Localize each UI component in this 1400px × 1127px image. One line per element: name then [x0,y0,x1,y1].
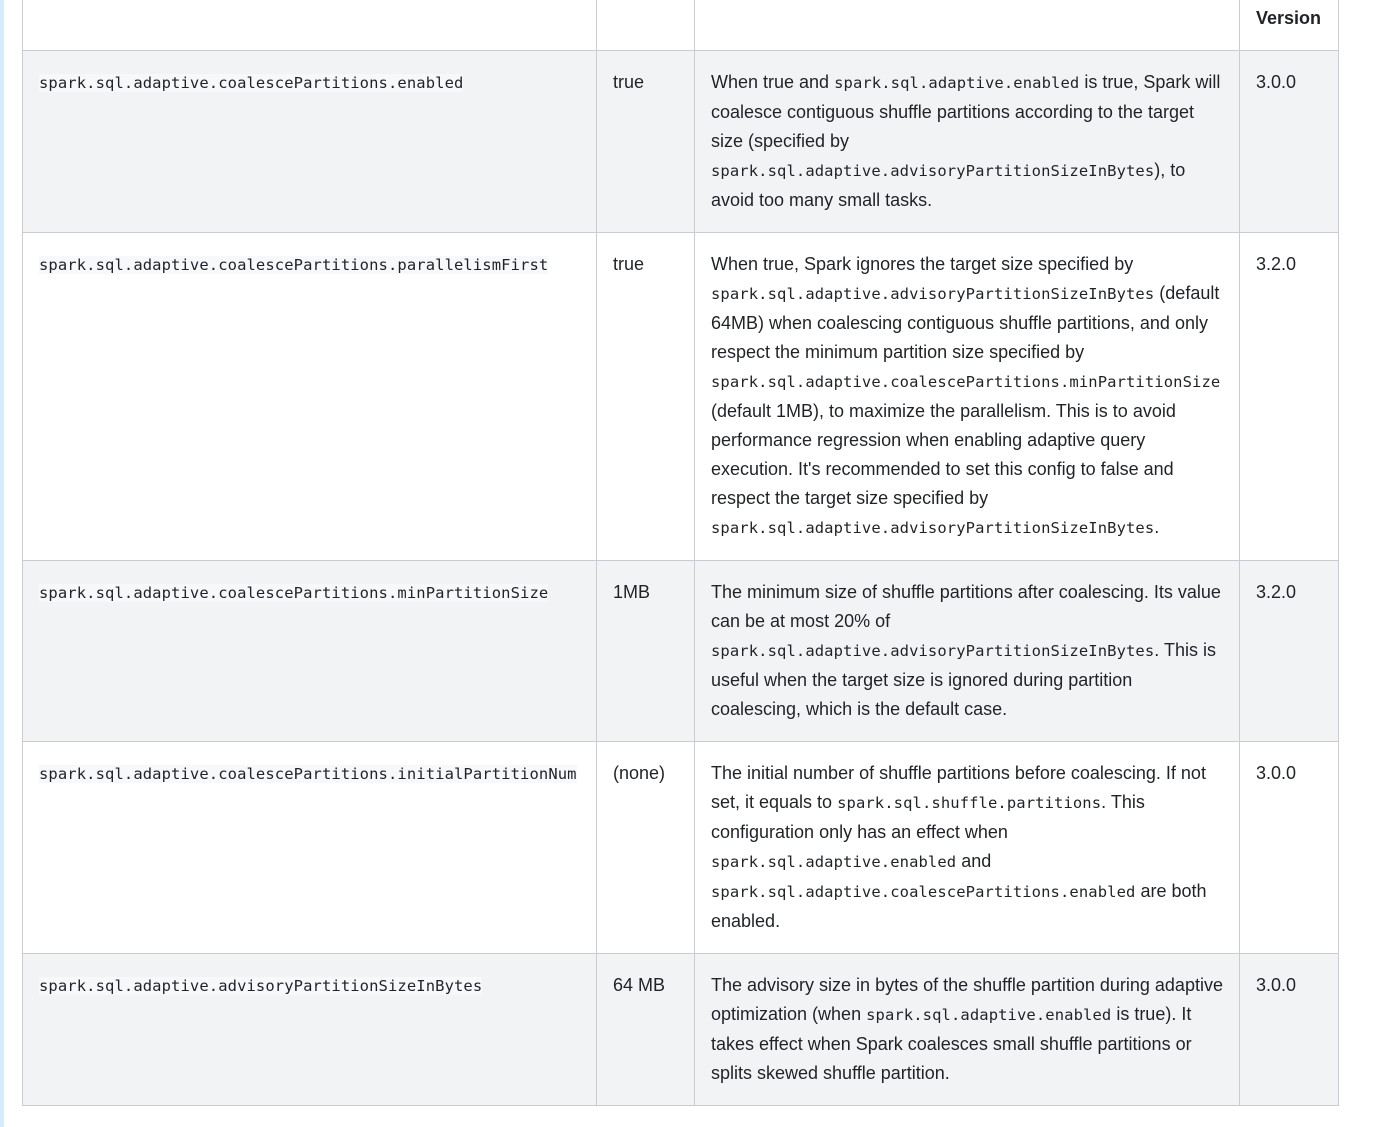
property-name-cell [23,233,597,561]
default-value-cell: 1MB [597,561,695,742]
table-row [23,233,1339,561]
version-cell: 3.0.0 [1240,51,1339,233]
description-text: . This is useful when the target size is ignored during partition coalescing, which is the default case. [711,640,1216,719]
description-text: When true and [711,72,835,92]
inline-code: spark.sql.adaptive.advisoryPartitionSizeInBytes [711,642,1155,660]
description-text: (default 64MB) when coalescing contiguous shuffle partitions, and only respect the minimum partition size specified by [711,283,1220,362]
default-value-cell: true [597,233,695,561]
default-value-cell: 64 MB [597,954,695,1106]
header-meaning [695,0,1240,51]
property-name-cell [23,561,597,742]
spark-config-table [22,0,1339,1106]
header-property-name [23,0,597,51]
property-name-cell [23,51,597,233]
table-row [23,561,1339,742]
description-text: (default 1MB), to maximize the parallelism. This is to avoid performance regression when enabling adaptive query execution. It's recommended to set this config to false and respect the target size specified by [711,401,1176,508]
inline-code: spark.sql.shuffle.partitions [837,794,1102,812]
description-cell [695,233,1240,561]
inline-code: spark.sql.adaptive.enabled [834,74,1080,92]
description-text: . This configuration only has an effect when [711,792,1145,842]
header-default [597,0,695,51]
property-name: spark.sql.adaptive.advisoryPartitionSizeInBytes [39,977,483,995]
description-text: are both enabled. [711,881,1207,931]
version-cell: 3.2.0 [1240,561,1339,742]
description-text: ), to avoid too many small tasks. [711,160,1186,210]
header-version: Version [1240,0,1339,51]
description-text: and [956,851,992,871]
property-name-cell [23,954,597,1106]
description-text: The minimum size of shuffle partitions after coalescing. Its value can be at most 20% of [711,582,1221,631]
description-cell [695,51,1240,233]
default-value-cell: true [597,51,695,233]
inline-code: spark.sql.adaptive.coalescePartitions.enabled [711,883,1136,901]
page-left-accent-bar [0,0,4,1127]
table-row [23,51,1339,233]
description-cell [695,561,1240,742]
table-header-row [23,0,1339,51]
property-name: spark.sql.adaptive.coalescePartitions.enabled [39,74,464,92]
property-name-cell [23,742,597,954]
description-text: is true, Spark will coalesce contiguous shuffle partitions according to the target size (specified by [711,72,1221,151]
description-cell [695,742,1240,954]
description-text: The initial number of shuffle partitions before coalescing. If not set, it equals to [711,763,1206,812]
description-text: The advisory size in bytes of the shuffle partition during adaptive optimization (when [711,975,1223,1024]
version-cell: 3.0.0 [1240,742,1339,954]
inline-code: spark.sql.adaptive.advisoryPartitionSizeInBytes [711,285,1155,303]
property-name: spark.sql.adaptive.coalescePartitions.minPartitionSize [39,584,549,602]
description-text: is true). It takes effect when Spark coalesces small shuffle partitions or splits skewed shuffle partition. [711,1004,1192,1083]
default-value-cell: (none) [597,742,695,954]
table-row [23,954,1339,1106]
version-cell: 3.2.0 [1240,233,1339,561]
description-text: . [1154,517,1160,537]
version-cell: 3.0.0 [1240,954,1339,1106]
inline-code: spark.sql.adaptive.advisoryPartitionSizeInBytes [711,519,1155,537]
inline-code: spark.sql.adaptive.enabled [711,853,957,871]
description-cell [695,954,1240,1106]
inline-code: spark.sql.adaptive.advisoryPartitionSizeInBytes [711,162,1155,180]
inline-code: spark.sql.adaptive.coalescePartitions.minPartitionSize [711,373,1221,391]
property-name: spark.sql.adaptive.coalescePartitions.parallelismFirst [39,256,549,274]
description-text: When true, Spark ignores the target size specified by [711,254,1134,274]
table-row [23,742,1339,954]
inline-code: spark.sql.adaptive.enabled [866,1006,1112,1024]
property-name: spark.sql.adaptive.coalescePartitions.initialPartitionNum [39,765,577,783]
